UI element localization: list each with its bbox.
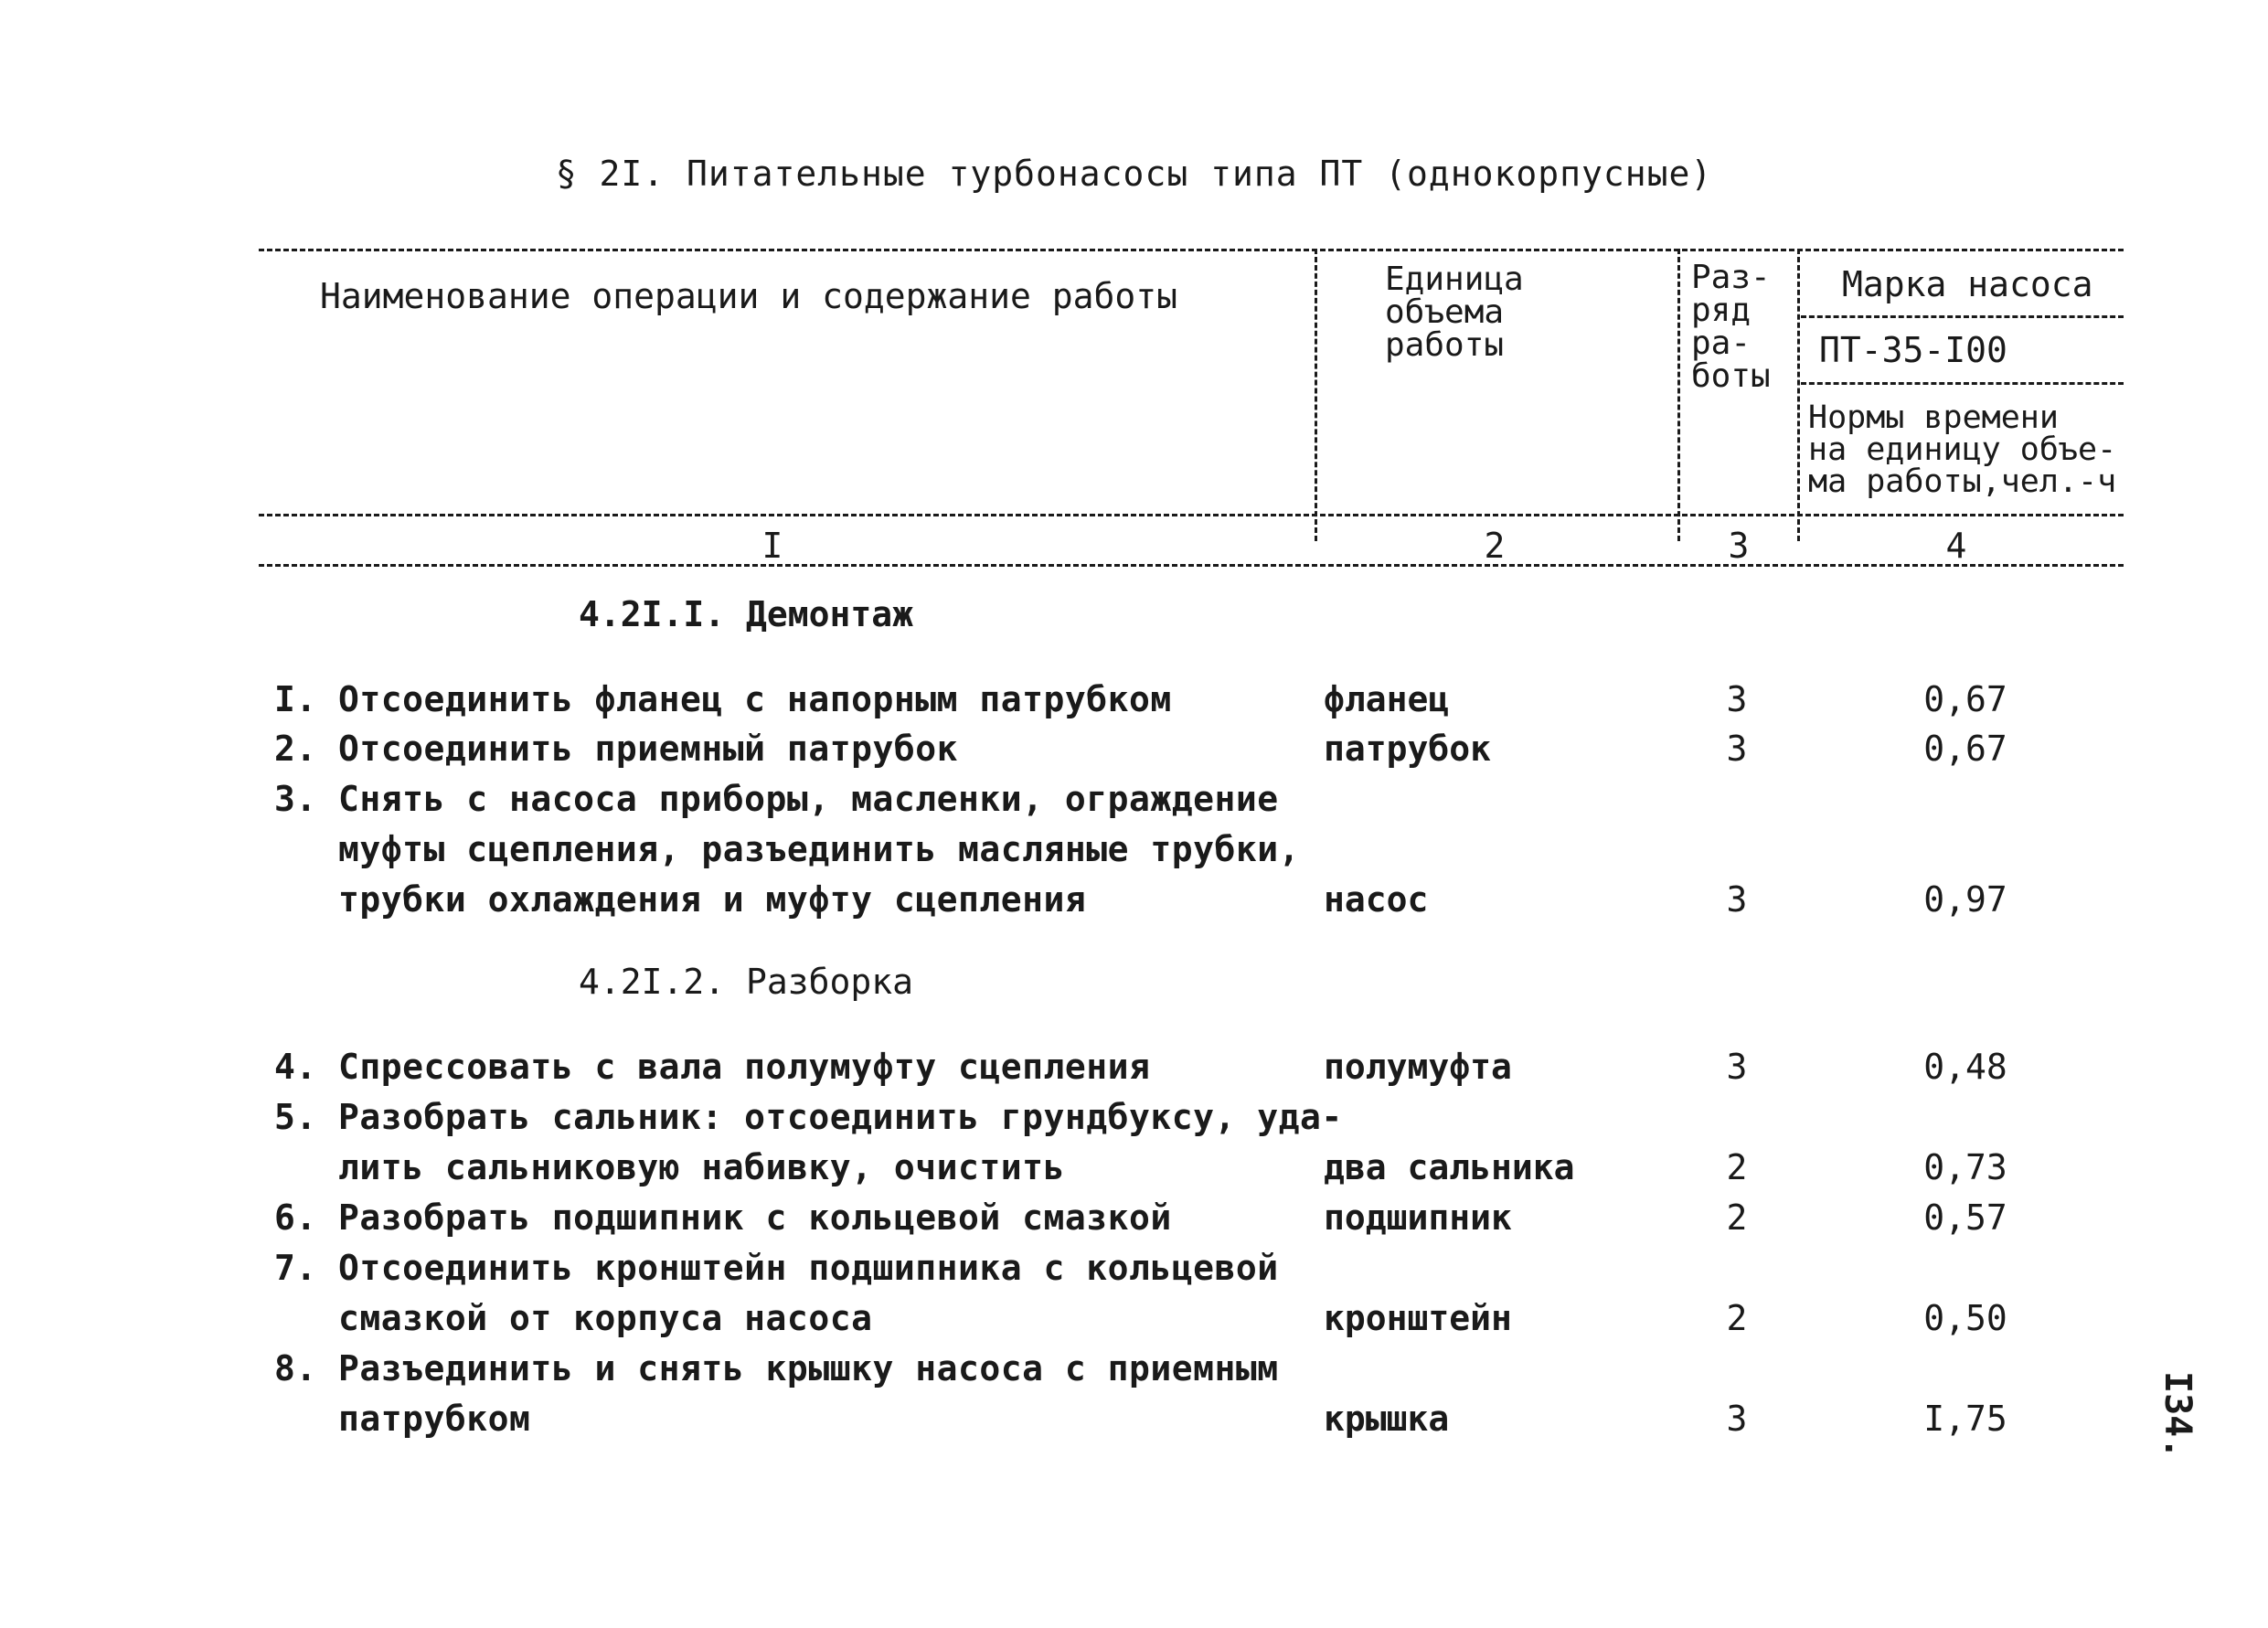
table-row: I. Отсоединить фланец с напорным патрубком: [274, 679, 1172, 719]
table-row: 2. Отсоединить приемный патрубок: [274, 729, 958, 769]
page-number: I34.: [2156, 1371, 2199, 1460]
row-unit: насос: [1324, 879, 1429, 920]
header-time-norms: Нормы времени на единицу объе- ма работы,чел.-ч: [1808, 399, 2117, 500]
col-divider-2: [1677, 249, 1680, 541]
row-continuation: лить сальниковую набивку, очистить: [338, 1147, 1065, 1187]
row-grade: 2: [1726, 1197, 1748, 1238]
row-unit: кронштейн: [1324, 1298, 1512, 1338]
row-grade: 3: [1726, 679, 1748, 719]
header-bottom-rule: [259, 514, 2124, 516]
row-norm: 0,57: [1923, 1197, 2007, 1238]
header-model-rule: [1801, 382, 2124, 385]
table-row: 3. Снять с насоса приборы, масленки, ограждение: [274, 779, 1279, 819]
row-unit: подшипник: [1324, 1197, 1512, 1238]
row-grade: 3: [1726, 879, 1748, 920]
row-grade: 2: [1726, 1147, 1748, 1187]
row-norm: 0,48: [1923, 1047, 2007, 1087]
row-grade: 3: [1726, 1399, 1748, 1439]
row-grade: 3: [1726, 729, 1748, 769]
table-row: 7. Отсоединить кронштейн подшипника с кольцевой: [274, 1248, 1279, 1288]
col-divider-3: [1797, 249, 1800, 541]
table-row: 5. Разобрать сальник: отсоединить грундбуксу, уда-: [274, 1097, 1343, 1137]
section-heading: 4.2I.2. Разборка: [579, 962, 914, 1002]
row-continuation: патрубком: [338, 1399, 531, 1439]
table-row: 6. Разобрать подшипник с кольцевой смазкой: [274, 1197, 1172, 1238]
header-top-rule: [259, 249, 2124, 251]
row-grade: 3: [1726, 1047, 1748, 1087]
table-row: 8. Разъединить и снять крышку насоса с приемным: [274, 1348, 1279, 1389]
row-grade: 2: [1726, 1298, 1748, 1338]
table-row: 4. Спрессовать с вала полумуфту сцепления: [274, 1047, 1151, 1087]
row-unit: патрубок: [1324, 729, 1492, 769]
column-number-3: 3: [1728, 526, 1750, 566]
row-norm: 0,73: [1923, 1147, 2007, 1187]
header-grade: Раз- ряд ра- боты: [1691, 259, 1771, 395]
row-unit: полумуфта: [1324, 1047, 1512, 1087]
row-continuation: смазкой от корпуса насоса: [338, 1298, 873, 1338]
section-heading: 4.2I.I. Демонтаж: [579, 594, 914, 634]
row-continuation: муфты сцепления, разъединить масляные трубки,: [338, 829, 1301, 869]
column-number-2: 2: [1484, 526, 1506, 566]
row-norm: 0,67: [1923, 729, 2007, 769]
header-pump-mark: Марка насоса: [1842, 264, 2093, 304]
header-mark-rule: [1801, 315, 2124, 318]
column-number-4: 4: [1945, 526, 1967, 566]
row-norm: 0,50: [1923, 1298, 2007, 1338]
row-norm: I,75: [1923, 1399, 2007, 1439]
row-continuation: трубки охлаждения и муфту сцепления: [338, 879, 1087, 920]
header-operation: Наименование операции и содержание работы: [320, 276, 1177, 316]
row-unit: крышка: [1324, 1399, 1450, 1439]
row-norm: 0,97: [1923, 879, 2007, 920]
header-unit: Единица объема работы: [1385, 261, 1524, 364]
row-norm: 0,67: [1923, 679, 2007, 719]
row-unit: два сальника: [1324, 1147, 1575, 1187]
page-title: § 2I. Питательные турбонасосы типа ПТ (однокорпусные): [555, 154, 1713, 194]
row-unit: фланец: [1324, 679, 1450, 719]
column-number-1: I: [761, 526, 783, 566]
col-divider-1: [1315, 249, 1317, 541]
header-pump-model: ПТ-35-I00: [1819, 330, 2007, 370]
colnum-bottom-rule: [259, 564, 2124, 567]
